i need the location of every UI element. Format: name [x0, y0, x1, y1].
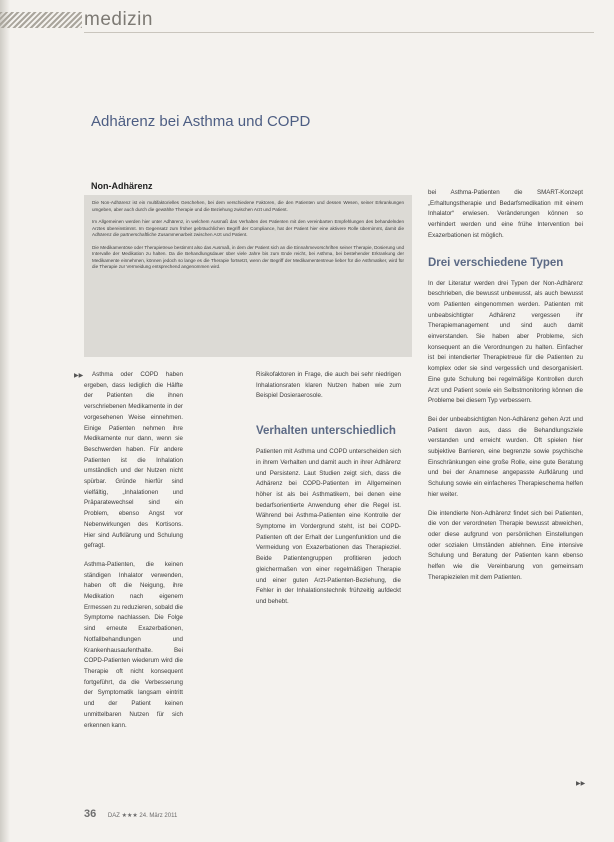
scan-edge-shadow	[0, 0, 10, 842]
continue-arrow-icon: ▶▶	[74, 373, 84, 379]
section-tag: medizin	[84, 9, 153, 30]
infobox-paragraph: Im Allgemeinen werden hier unter Adhärenz, in welchem Ausmaß das Verhalten des Patienten mit den vereinbarten Empfehlungen des behandelnden Arztes übereinstimmt. Im Gegensatz zum früher gebräuchlichen Begriff der Compliance, hat der Patient hier eine aktivere Rolle übernimmt, damit die Adhärenz die partnerschaftliche Zusammenarbeit zwischen Arzt und Patient.	[92, 219, 404, 237]
header-stripe	[0, 12, 82, 28]
paragraph: In der Literatur werden drei Typen der Non-Adhärenz beschrieben, die bewusst unbewusst, als auch bewusst vom Patienten eingenommen werden. Patienten mit unbeabsichtigter Adhärenz vergessen ihr Therapiemanagement und sind auch damit einverstanden. Sie haben aber Probleme, sich konsequent an die Verordnungen zu halten. Einfacher ist bei intendierter Therapietreue für die Patienten zu komplex oder sie sind vergesslich und desorganisiert. Eine gute Schulung bei regelmäßige Kontrollen durch Arzt und Patient sowie ein Selbstmonitoring können die Probleme bei diesem Typ verbessern.	[428, 279, 583, 405]
paragraph: Asthma-Patienten, die keinen ständigen Inhalator verwenden, haben oft die Neigung, ihre Medikation nach eigenem Ermessen zu reduzieren, sobald die Symptome nachlassen. Die Folge sind erneute Exazerbationen, Notfallbehandlungen und Krankenhausaufenthalte. Bei COPD-Patienten wiederum wird die Therapie oft nicht konsequent fortgeführt, da die Verbesserung der Symptomatik langsam eintritt und der Patient keinen unmittelbaren Nutzen für sich erkennen kann.	[84, 560, 183, 729]
issue-info: DAZ ★★★ 24. März 2011	[107, 813, 178, 819]
end-arrow-icon: ▶▶	[576, 781, 586, 787]
header-rule	[84, 32, 594, 33]
article-title: Adhärenz bei Asthma und COPD	[91, 113, 311, 130]
infobox-heading: Non-Adhärenz	[91, 181, 153, 191]
page-footer	[84, 808, 177, 820]
paragraph: Asthma oder COPD haben ergeben, dass lediglich die Hälfte der Patienten die ihnen verschriebenen Medikamente in der vorgesehenen Weise einnehmen. Einige Patienten nehmen ihre Medikamente nur dann, wenn sie Beschwerden haben. Für andere Patienten ist die Inhalation umständlich und der Nutzen nicht spürbar. Gründe hierfür sind vielfältig, „Inhalationen und Präparatewechsel sind ein Problem, ebenso Angst vor Nebenwirkungen des Kortisons. Hier sind Aufklärung und Schulung gefragt.	[84, 371, 183, 550]
paragraph: bei Asthma-Patienten die SMART-Konzept „Erhaltungstherapie und Bedarfsmedikation mit einem Inhalator“ erwiesen. Veränderungen können so verhindert werden und eine frühe Intervention bei Exazerbationen ist möglich.	[428, 189, 583, 239]
paragraph: Bei der unbeabsichtigten Non-Adhärenz gehen Arzt und Patient davon aus, dass die Behandlungsziele verstanden und erreicht wurden. Oft spielen hier subjektive Barrieren, eine begrenzte sowie psychische Einschränkungen eine große Rolle, eine gute Beratung und bei der Anamnese angepasste Aufklärung und Schulung sowie ein einfacheres Therapieschema helfen hier weiter.	[428, 415, 583, 498]
subheading-verhalten: Verhalten unterschiedlich	[256, 425, 396, 438]
column-1	[84, 370, 183, 739]
column-3	[428, 188, 583, 592]
infobox-paragraph: Die Medikamentöse oder Therapietreue bestimmt also das Ausmaß, in dem der Patient sich an die Einnahmevorschriften seiner Therapie, Dosierung und Intervalle der Medikation zu halten. Da die Behandlungsdauer über viele Jahre bis zum Ende reicht, bei Asthma, bei bestehender Erkrankung der Medikamente einnehmen, können jedoch so lange es die Therapie fortsetzt, wenn der Begriff der Medikamententreue lieber für die Asthmatiker, wird für die Therapie zur Vermeidung entsprechend angenommen wird.	[92, 244, 404, 269]
paragraph: Patienten mit Asthma und COPD unterscheiden sich in ihrem Verhalten und damit auch in ihrer Adhärenz und Persistenz. Laut Studien zeigt sich, dass die Adhärenz bei COPD-Patienten im Allgemeinen höher ist als bei Asthmatikern, bei denen eine bedarfsorientierte Anwendung eher die Regel ist. Während bei Asthma-Patienten eine Kontrolle der Symptome im Vordergrund steht, ist bei COPD-Patienten oft der Erhalt der Lungenfunktion und die Vermeidung von Exazerbationen das Therapieziel. Beide Patientengruppen profitieren jedoch gleichermaßen von einer regelmäßigen Therapie und einer guten Arzt-Patienten-Beziehung, die Fehler in der Inhalationstechnik frühzeitig aufdeckt und behebt.	[256, 448, 401, 605]
column-2	[256, 370, 401, 616]
paragraph: Risikofaktoren in Frage, die auch bei sehr niedrigen Inhalationsraten klaren Nutzen haben wie zum Beispiel Dosieraerosole.	[256, 371, 401, 400]
infobox	[84, 195, 412, 357]
paragraph: Die intendierte Non-Adhärenz findet sich bei Patienten, die von der verordneten Therapie bewusst abweichen, oder diese aufgrund von persönlichen Einstellungen oder sozialen Umständen ablehnen. Eine intensive Schulung und Beratung der Patienten kann ebenso helfen wie die Vereinbarung von gemeinsam Therapiezielen mit dem Patienten.	[428, 509, 583, 581]
subheading-typen: Drei verschiedene Typen	[428, 256, 564, 269]
infobox-paragraph: Die Non-Adhärenz ist ein multifaktorielles Geschehen, bei dem verschiedene Faktoren, die den Patienten und dessen Wesen, seiner Erkrankungen umgeben, aber auch durch die gewählte Therapie und die Beziehung zwischen Arzt und Patient.	[92, 200, 404, 212]
page-number: 36	[84, 808, 97, 820]
